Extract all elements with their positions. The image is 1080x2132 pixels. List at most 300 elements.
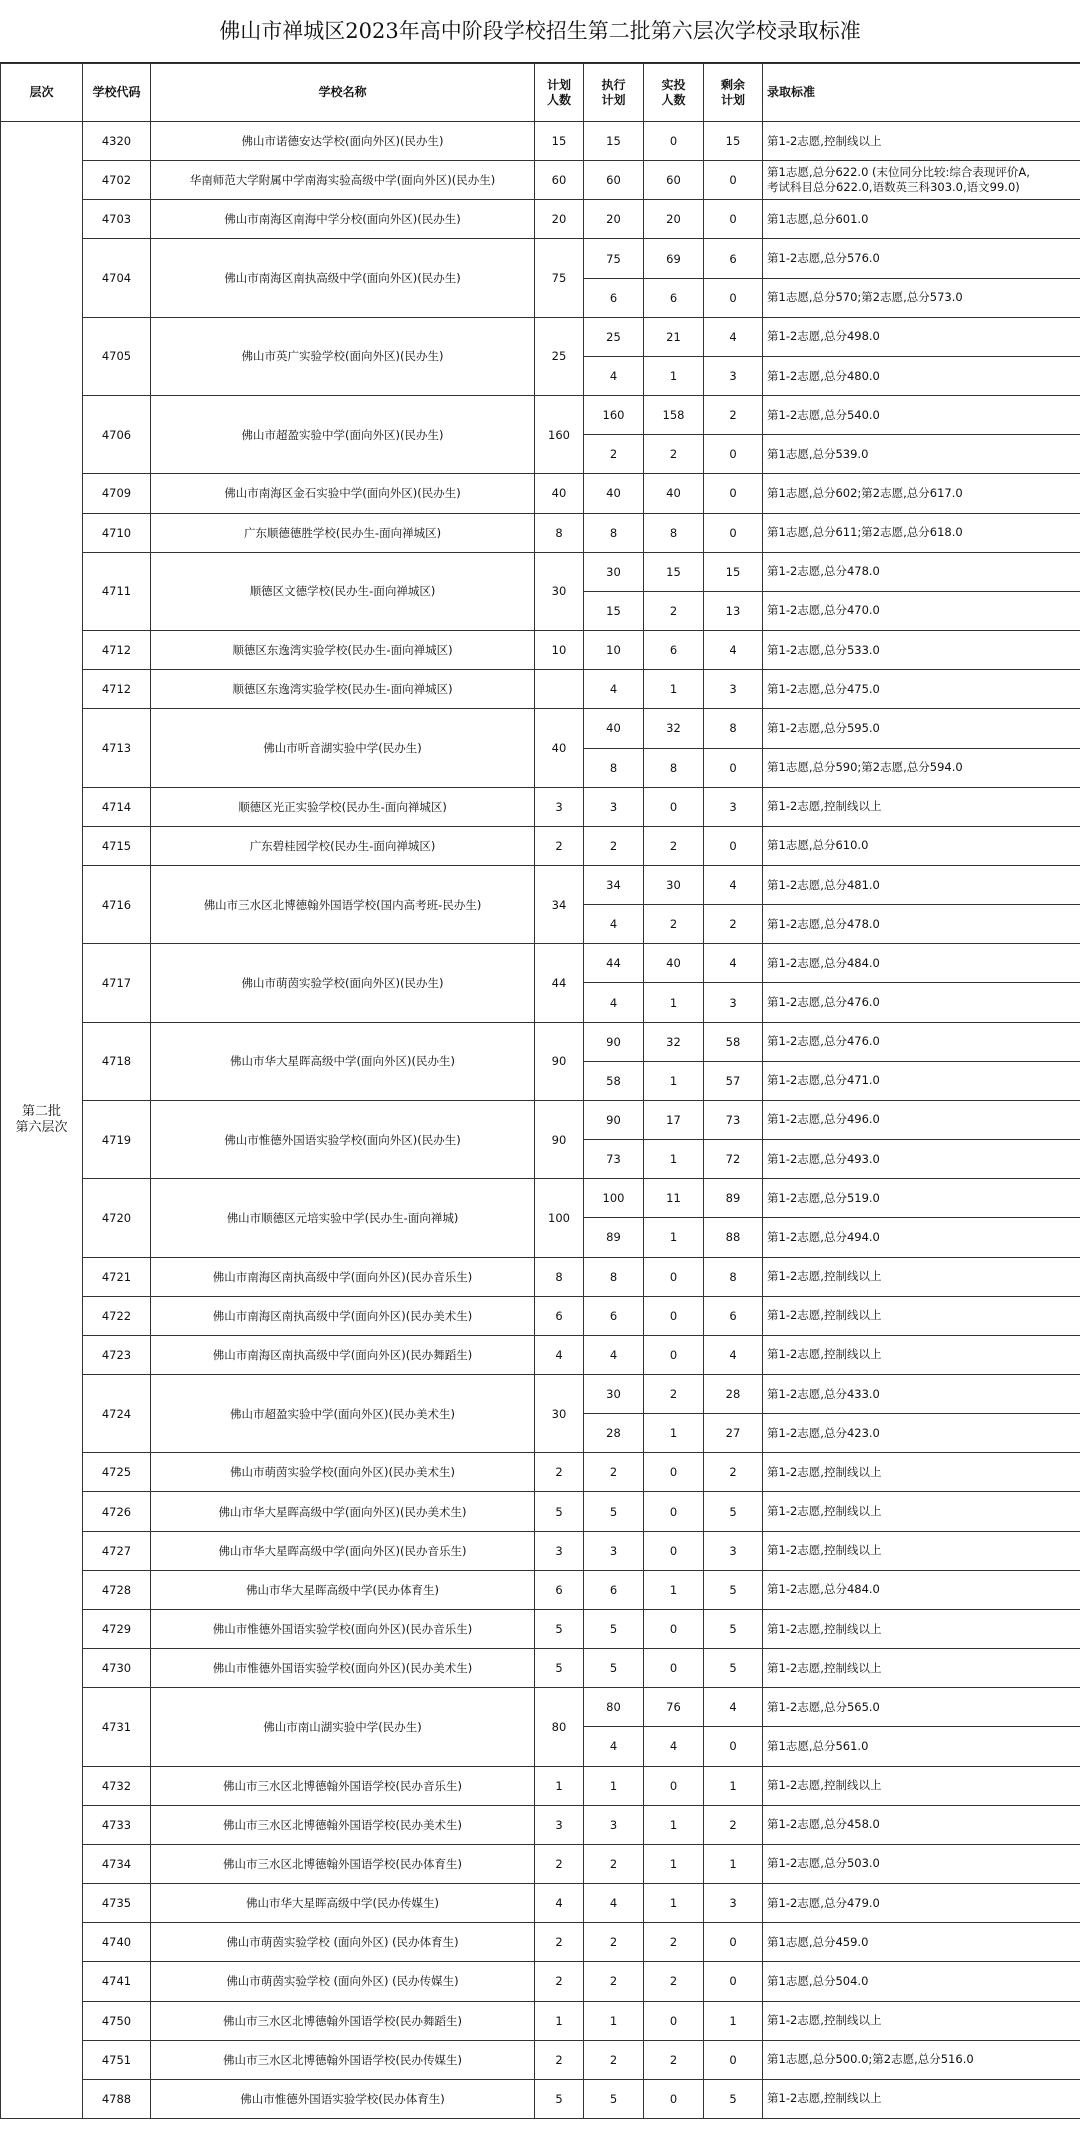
- admission-standard: 第1-2志愿,总分484.0: [763, 1570, 1080, 1609]
- admission-standard: 第1-2志愿,总分496.0: [763, 1100, 1080, 1139]
- remain-plan: 0: [704, 435, 763, 474]
- plan-count: 3: [535, 1805, 584, 1844]
- remain-plan: 3: [704, 983, 763, 1022]
- actual-count: 20: [644, 200, 704, 239]
- exec-plan: 34: [584, 865, 644, 904]
- remain-plan: 5: [704, 1649, 763, 1688]
- table-row: [1, 1884, 1080, 1923]
- school-code: 4729: [83, 1609, 151, 1648]
- remain-plan: 58: [704, 1022, 763, 1061]
- exec-plan: 30: [584, 552, 644, 591]
- exec-plan: 1: [584, 2001, 644, 2040]
- exec-plan: 60: [584, 161, 644, 200]
- actual-count: 0: [644, 2001, 704, 2040]
- remain-plan: 57: [704, 1061, 763, 1100]
- actual-count: 69: [644, 239, 704, 278]
- school-code: 4709: [83, 474, 151, 513]
- school-name: 佛山市萌茵实验学校 (面向外区) (民办传媒生): [151, 1962, 535, 2001]
- actual-count: 0: [644, 122, 704, 161]
- table-row: [1, 239, 1080, 278]
- exec-plan: 2: [584, 1453, 644, 1492]
- actual-count: 0: [644, 1766, 704, 1805]
- school-name: 佛山市南海区南海中学分校(面向外区)(民办生): [151, 200, 535, 239]
- admission-standard: 第1-2志愿,总分565.0: [763, 1688, 1080, 1727]
- exec-plan: 3: [584, 1531, 644, 1570]
- table-row: [1, 1766, 1080, 1805]
- school-name: 佛山市萌茵实验学校(面向外区)(民办美术生): [151, 1453, 535, 1492]
- table-row: [1, 826, 1080, 865]
- table-row: [1, 122, 1080, 161]
- admission-standard: 第1志愿,总分610.0: [763, 826, 1080, 865]
- admission-standard: 第1-2志愿,总分471.0: [763, 1061, 1080, 1100]
- actual-count: 1: [644, 1884, 704, 1923]
- remain-plan: 4: [704, 631, 763, 670]
- actual-count: 6: [644, 631, 704, 670]
- actual-count: 2: [644, 435, 704, 474]
- admission-standard: 第1-2志愿,总分470.0: [763, 591, 1080, 630]
- remain-plan: 5: [704, 1609, 763, 1648]
- actual-count: 0: [644, 1453, 704, 1492]
- exec-plan: 4: [584, 670, 644, 709]
- admission-standard: 第1-2志愿,总分479.0: [763, 1884, 1080, 1923]
- remain-plan: 1: [704, 1766, 763, 1805]
- remain-plan: 73: [704, 1100, 763, 1139]
- level-cell: 第二批 第六层次: [1, 122, 83, 2119]
- admission-standard: 第1志愿,总分602;第2志愿,总分617.0: [763, 474, 1080, 513]
- admission-standard: 第1-2志愿,控制线以上: [763, 1453, 1080, 1492]
- remain-plan: 8: [704, 709, 763, 748]
- actual-count: 30: [644, 865, 704, 904]
- admission-standard: 第1-2志愿,总分478.0: [763, 552, 1080, 591]
- remain-plan: 89: [704, 1179, 763, 1218]
- table-row: [1, 200, 1080, 239]
- table-row: [1, 1688, 1080, 1727]
- school-code: 4735: [83, 1884, 151, 1923]
- remain-plan: 3: [704, 787, 763, 826]
- admission-standard: 第1志愿,总分500.0;第2志愿,总分516.0: [763, 2040, 1080, 2079]
- plan-count: 100: [535, 1179, 584, 1257]
- exec-plan: 73: [584, 1140, 644, 1179]
- school-name: 佛山市顺德区元培实验中学(民办生-面向禅城): [151, 1179, 535, 1257]
- school-code: 4741: [83, 1962, 151, 2001]
- table-row: [1, 1296, 1080, 1335]
- table-row: [1, 1844, 1080, 1883]
- table-row: [1, 474, 1080, 513]
- remain-plan: 3: [704, 1531, 763, 1570]
- school-code: 4713: [83, 709, 151, 787]
- school-name: 佛山市惟德外国语实验学校(面向外区)(民办音乐生): [151, 1609, 535, 1648]
- exec-plan: 8: [584, 513, 644, 552]
- remain-plan: 0: [704, 161, 763, 200]
- school-name: 华南师范大学附属中学南海实验高级中学(面向外区)(民办生): [151, 161, 535, 200]
- exec-plan: 4: [584, 1884, 644, 1923]
- exec-plan: 4: [584, 905, 644, 944]
- exec-plan: 1: [584, 1766, 644, 1805]
- actual-count: 4: [644, 1727, 704, 1766]
- admission-standard: 第1-2志愿,总分498.0: [763, 317, 1080, 356]
- exec-plan: 75: [584, 239, 644, 278]
- admission-standard: 第1-2志愿,控制线以上: [763, 1649, 1080, 1688]
- exec-plan: 2: [584, 826, 644, 865]
- actual-count: 0: [644, 1609, 704, 1648]
- actual-count: 1: [644, 1570, 704, 1609]
- exec-plan: 15: [584, 591, 644, 630]
- plan-count: 3: [535, 787, 584, 826]
- school-name: 佛山市南山湖实验中学(民办生): [151, 1688, 535, 1766]
- plan-count: 25: [535, 317, 584, 395]
- admission-standard: 第1-2志愿,控制线以上: [763, 787, 1080, 826]
- admission-standard: 第1-2志愿,总分478.0: [763, 905, 1080, 944]
- actual-count: 32: [644, 709, 704, 748]
- plan-count: 2: [535, 1962, 584, 2001]
- plan-count: 80: [535, 1688, 584, 1766]
- school-name: 佛山市萌茵实验学校 (面向外区) (民办体育生): [151, 1923, 535, 1962]
- school-code: 4716: [83, 865, 151, 943]
- table-row: [1, 1375, 1080, 1414]
- table-row: [1, 865, 1080, 904]
- school-code: 4728: [83, 1570, 151, 1609]
- school-code: 4702: [83, 161, 151, 200]
- table-row: [1, 1453, 1080, 1492]
- actual-count: 1: [644, 670, 704, 709]
- actual-count: 1: [644, 1140, 704, 1179]
- school-code: 4320: [83, 122, 151, 161]
- actual-count: 32: [644, 1022, 704, 1061]
- admission-standard: 第1-2志愿,总分494.0: [763, 1218, 1080, 1257]
- exec-plan: 6: [584, 1296, 644, 1335]
- plan-count: 44: [535, 944, 584, 1022]
- school-code: 4719: [83, 1100, 151, 1178]
- school-code: 4788: [83, 2079, 151, 2118]
- exec-plan: 28: [584, 1414, 644, 1453]
- plan-count: 2: [535, 1844, 584, 1883]
- plan-count: 90: [535, 1100, 584, 1178]
- plan-count: [535, 670, 584, 709]
- exec-plan: 90: [584, 1022, 644, 1061]
- school-name: 广东顺德德胜学校(民办生-面向禅城区): [151, 513, 535, 552]
- exec-plan: 100: [584, 1179, 644, 1218]
- remain-plan: 0: [704, 474, 763, 513]
- remain-plan: 5: [704, 2079, 763, 2118]
- exec-plan: 44: [584, 944, 644, 983]
- remain-plan: 4: [704, 317, 763, 356]
- admission-standard: 第1-2志愿,总分540.0: [763, 396, 1080, 435]
- exec-plan: 89: [584, 1218, 644, 1257]
- table-row: [1, 2001, 1080, 2040]
- school-name: 佛山市三水区北博德翰外国语学校(民办音乐生): [151, 1766, 535, 1805]
- actual-count: 0: [644, 787, 704, 826]
- school-code: 4726: [83, 1492, 151, 1531]
- exec-plan: 58: [584, 1061, 644, 1100]
- remain-plan: 1: [704, 1844, 763, 1883]
- school-code: 4712: [83, 670, 151, 709]
- admission-standard: 第1-2志愿,总分481.0: [763, 865, 1080, 904]
- exec-plan: 160: [584, 396, 644, 435]
- table-row: [1, 1649, 1080, 1688]
- plan-count: 90: [535, 1022, 584, 1100]
- school-code: 4710: [83, 513, 151, 552]
- actual-count: 2: [644, 2040, 704, 2079]
- exec-plan: 6: [584, 278, 644, 317]
- school-name: 佛山市英广实验学校(面向外区)(民办生): [151, 317, 535, 395]
- school-code: 4715: [83, 826, 151, 865]
- school-name: 佛山市三水区北博德翰外国语学校(民办传媒生): [151, 2040, 535, 2079]
- school-code: 4720: [83, 1179, 151, 1257]
- admission-standard: 第1-2志愿,总分476.0: [763, 983, 1080, 1022]
- table-row: [1, 317, 1080, 356]
- plan-count: 6: [535, 1570, 584, 1609]
- admission-standard: 第1-2志愿,总分493.0: [763, 1140, 1080, 1179]
- admission-standard: 第1-2志愿,控制线以上: [763, 2079, 1080, 2118]
- table-row: [1, 1805, 1080, 1844]
- actual-count: 2: [644, 826, 704, 865]
- plan-count: 5: [535, 1492, 584, 1531]
- table-body: [1, 122, 1080, 2119]
- actual-count: 2: [644, 1962, 704, 2001]
- remain-plan: 15: [704, 552, 763, 591]
- remain-plan: 4: [704, 1335, 763, 1374]
- admission-standard: 第1-2志愿,总分576.0: [763, 239, 1080, 278]
- school-name: 佛山市超盈实验中学(面向外区)(民办生): [151, 396, 535, 474]
- exec-plan: 8: [584, 748, 644, 787]
- header-name: 学校名称: [151, 64, 535, 122]
- remain-plan: 0: [704, 2040, 763, 2079]
- exec-plan: 2: [584, 2040, 644, 2079]
- school-code: 4727: [83, 1531, 151, 1570]
- remain-plan: 28: [704, 1375, 763, 1414]
- actual-count: 1: [644, 983, 704, 1022]
- remain-plan: 88: [704, 1218, 763, 1257]
- admission-standard: 第1志愿,总分561.0: [763, 1727, 1080, 1766]
- school-code: 4732: [83, 1766, 151, 1805]
- exec-plan: 10: [584, 631, 644, 670]
- plan-count: 40: [535, 709, 584, 787]
- plan-count: 30: [535, 1375, 584, 1453]
- admission-standard: 第1志愿,总分539.0: [763, 435, 1080, 474]
- remain-plan: 8: [704, 1257, 763, 1296]
- actual-count: 0: [644, 1335, 704, 1374]
- admission-standard: 第1-2志愿,控制线以上: [763, 1609, 1080, 1648]
- table-row: [1, 2040, 1080, 2079]
- exec-plan: 20: [584, 200, 644, 239]
- table-row: [1, 709, 1080, 748]
- admission-standard: 第1志愿,总分504.0: [763, 1962, 1080, 2001]
- actual-count: 15: [644, 552, 704, 591]
- remain-plan: 27: [704, 1414, 763, 1453]
- header-exec: 执行 计划: [584, 64, 644, 122]
- remain-plan: 0: [704, 1923, 763, 1962]
- admission-standard: 第1-2志愿,控制线以上: [763, 122, 1080, 161]
- exec-plan: 5: [584, 1609, 644, 1648]
- actual-count: 21: [644, 317, 704, 356]
- school-name: 佛山市惟德外国语实验学校(面向外区)(民办生): [151, 1100, 535, 1178]
- plan-count: 2: [535, 1923, 584, 1962]
- school-name: 顺德区东逸湾实验学校(民办生-面向禅城区): [151, 631, 535, 670]
- school-name: 佛山市萌茵实验学校(面向外区)(民办生): [151, 944, 535, 1022]
- school-code: 4750: [83, 2001, 151, 2040]
- actual-count: 1: [644, 1844, 704, 1883]
- exec-plan: 4: [584, 1727, 644, 1766]
- school-code: 4740: [83, 1923, 151, 1962]
- exec-plan: 30: [584, 1375, 644, 1414]
- school-code: 4705: [83, 317, 151, 395]
- header-standard: 录取标准: [763, 64, 1080, 122]
- school-code: 4725: [83, 1453, 151, 1492]
- remain-plan: 2: [704, 905, 763, 944]
- exec-plan: 80: [584, 1688, 644, 1727]
- table-row: [1, 1962, 1080, 2001]
- admission-standard: 第1-2志愿,总分503.0: [763, 1844, 1080, 1883]
- remain-plan: 0: [704, 513, 763, 552]
- exec-plan: 5: [584, 1649, 644, 1688]
- school-name: 顺德区东逸湾实验学校(民办生-面向禅城区): [151, 670, 535, 709]
- table-row: [1, 1179, 1080, 1218]
- admission-standard: 第1志愿,总分601.0: [763, 200, 1080, 239]
- actual-count: 2: [644, 905, 704, 944]
- school-code: 4733: [83, 1805, 151, 1844]
- school-name: 顺德区光正实验学校(民办生-面向禅城区): [151, 787, 535, 826]
- school-code: 4723: [83, 1335, 151, 1374]
- school-name: 佛山市华大星晖高级中学(民办体育生): [151, 1570, 535, 1609]
- exec-plan: 4: [584, 356, 644, 395]
- remain-plan: 2: [704, 1805, 763, 1844]
- admission-standard: 第1-2志愿,控制线以上: [763, 2001, 1080, 2040]
- school-name: 佛山市华大星晖高级中学(民办传媒生): [151, 1884, 535, 1923]
- plan-count: 2: [535, 2040, 584, 2079]
- school-code: 4721: [83, 1257, 151, 1296]
- school-name: 佛山市听音湖实验中学(民办生): [151, 709, 535, 787]
- exec-plan: 25: [584, 317, 644, 356]
- remain-plan: 0: [704, 1962, 763, 2001]
- remain-plan: 0: [704, 1727, 763, 1766]
- remain-plan: 0: [704, 278, 763, 317]
- actual-count: 40: [644, 944, 704, 983]
- remain-plan: 2: [704, 1453, 763, 1492]
- exec-plan: 2: [584, 1962, 644, 2001]
- actual-count: 6: [644, 278, 704, 317]
- header-remain: 剩余 计划: [704, 64, 763, 122]
- admission-standard: 第1-2志愿,总分433.0: [763, 1375, 1080, 1414]
- plan-count: 1: [535, 1766, 584, 1805]
- exec-plan: 5: [584, 2079, 644, 2118]
- school-name: 佛山市诺德安达学校(面向外区)(民办生): [151, 122, 535, 161]
- exec-plan: 2: [584, 1923, 644, 1962]
- school-code: 4704: [83, 239, 151, 317]
- actual-count: 0: [644, 1296, 704, 1335]
- actual-count: 8: [644, 748, 704, 787]
- plan-count: 3: [535, 1531, 584, 1570]
- admission-standard: 第1-2志愿,控制线以上: [763, 1531, 1080, 1570]
- plan-count: 4: [535, 1335, 584, 1374]
- remain-plan: 0: [704, 826, 763, 865]
- school-code: 4734: [83, 1844, 151, 1883]
- exec-plan: 4: [584, 983, 644, 1022]
- actual-count: 8: [644, 513, 704, 552]
- admission-standard: 第1-2志愿,总分475.0: [763, 670, 1080, 709]
- admission-standard: 第1志愿,总分622.0 (末位同分比较:综合表现评价A, 考试科目总分622.0,语数英三科303.0,语文99.0): [763, 161, 1080, 200]
- school-name: 佛山市三水区北博德翰外国语学校(民办体育生): [151, 1844, 535, 1883]
- plan-count: 4: [535, 1884, 584, 1923]
- actual-count: 60: [644, 161, 704, 200]
- school-code: 4722: [83, 1296, 151, 1335]
- school-name: 佛山市华大星晖高级中学(面向外区)(民办美术生): [151, 1492, 535, 1531]
- admission-standard: 第1志愿,总分611;第2志愿,总分618.0: [763, 513, 1080, 552]
- remain-plan: 5: [704, 1492, 763, 1531]
- school-code: 4711: [83, 552, 151, 630]
- header-row: [1, 64, 1080, 122]
- table-row: [1, 513, 1080, 552]
- table-row: [1, 787, 1080, 826]
- exec-plan: 40: [584, 709, 644, 748]
- remain-plan: 6: [704, 1296, 763, 1335]
- table-row: [1, 2079, 1080, 2118]
- admission-standard: 第1-2志愿,总分458.0: [763, 1805, 1080, 1844]
- remain-plan: 2: [704, 396, 763, 435]
- exec-plan: 3: [584, 1805, 644, 1844]
- header-level: 层次: [1, 64, 83, 122]
- exec-plan: 90: [584, 1100, 644, 1139]
- school-name: 佛山市南海区南执高级中学(面向外区)(民办舞蹈生): [151, 1335, 535, 1374]
- table-row: [1, 161, 1080, 200]
- school-code: 4712: [83, 631, 151, 670]
- actual-count: 1: [644, 1061, 704, 1100]
- actual-count: 40: [644, 474, 704, 513]
- admission-standard: 第1-2志愿,总分519.0: [763, 1179, 1080, 1218]
- admission-table: [0, 63, 1080, 2119]
- remain-plan: 3: [704, 670, 763, 709]
- plan-count: 1: [535, 2001, 584, 2040]
- school-name: 佛山市三水区北博德翰外国语学校(民办舞蹈生): [151, 2001, 535, 2040]
- exec-plan: 8: [584, 1257, 644, 1296]
- school-code: 4724: [83, 1375, 151, 1453]
- header-actual: 实投 人数: [644, 64, 704, 122]
- plan-count: 15: [535, 122, 584, 161]
- table-row: [1, 396, 1080, 435]
- actual-count: 17: [644, 1100, 704, 1139]
- admission-standard: 第1-2志愿,控制线以上: [763, 1335, 1080, 1374]
- admission-standard: 第1志愿,总分590;第2志愿,总分594.0: [763, 748, 1080, 787]
- actual-count: 2: [644, 1923, 704, 1962]
- admission-standard: 第1-2志愿,总分533.0: [763, 631, 1080, 670]
- exec-plan: 6: [584, 1570, 644, 1609]
- plan-count: 160: [535, 396, 584, 474]
- actual-count: 0: [644, 2079, 704, 2118]
- actual-count: 0: [644, 1492, 704, 1531]
- table-row: [1, 944, 1080, 983]
- actual-count: 0: [644, 1257, 704, 1296]
- admission-standard: 第1-2志愿,控制线以上: [763, 1766, 1080, 1805]
- school-code: 4730: [83, 1649, 151, 1688]
- admission-standard: 第1-2志愿,控制线以上: [763, 1257, 1080, 1296]
- table-row: [1, 1609, 1080, 1648]
- school-code: 4751: [83, 2040, 151, 2079]
- school-name: 佛山市华大星晖高级中学(面向外区)(民办生): [151, 1022, 535, 1100]
- plan-count: 6: [535, 1296, 584, 1335]
- school-name: 佛山市南海区金石实验中学(面向外区)(民办生): [151, 474, 535, 513]
- remain-plan: 4: [704, 944, 763, 983]
- admission-standard: 第1志愿,总分570;第2志愿,总分573.0: [763, 278, 1080, 317]
- remain-plan: 3: [704, 1884, 763, 1923]
- actual-count: 0: [644, 1531, 704, 1570]
- table-row: [1, 1492, 1080, 1531]
- exec-plan: 4: [584, 1335, 644, 1374]
- remain-plan: 0: [704, 200, 763, 239]
- plan-count: 5: [535, 1609, 584, 1648]
- school-code: 4717: [83, 944, 151, 1022]
- actual-count: 11: [644, 1179, 704, 1218]
- remain-plan: 15: [704, 122, 763, 161]
- plan-count: 75: [535, 239, 584, 317]
